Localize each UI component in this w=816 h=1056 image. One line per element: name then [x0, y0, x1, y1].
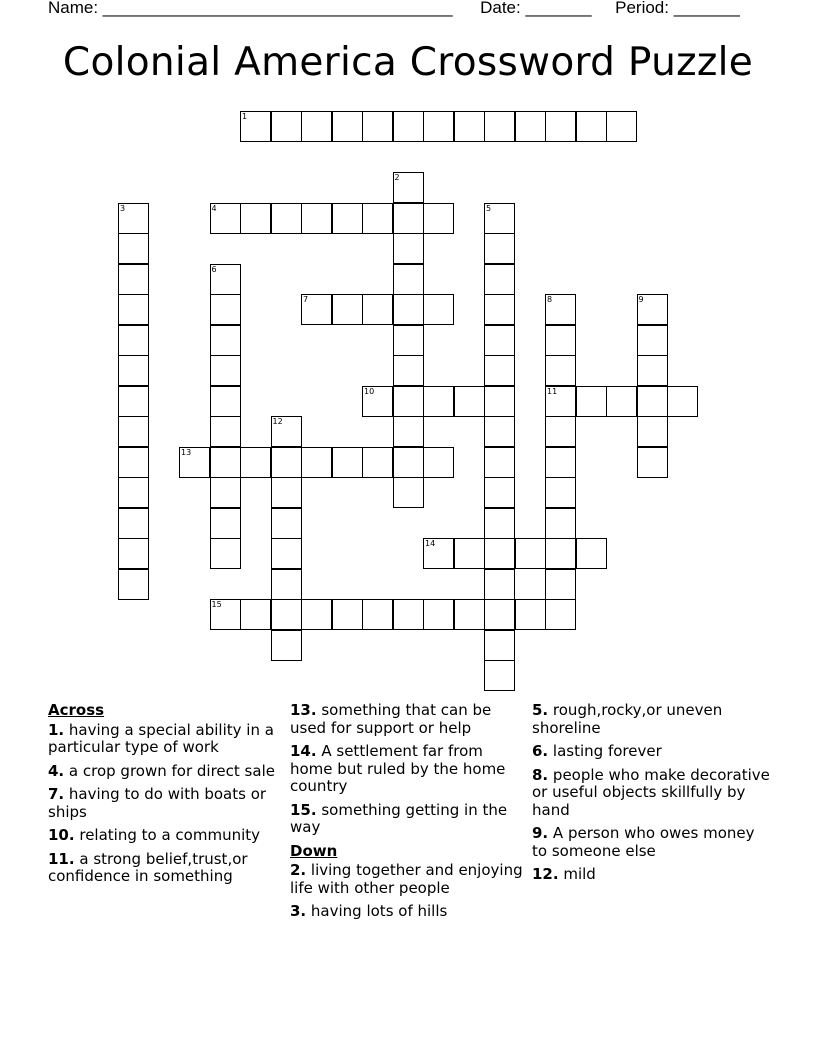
grid-cell[interactable] [271, 569, 302, 600]
grid-cell[interactable] [393, 111, 424, 142]
clue-down-5 [532, 702, 772, 737]
grid-cell[interactable] [484, 599, 515, 630]
clues-column-3 [532, 702, 772, 890]
grid-cell[interactable] [393, 325, 424, 356]
grid-cell[interactable] [271, 477, 302, 508]
grid-cell[interactable] [118, 447, 149, 478]
grid-cell[interactable] [332, 599, 363, 630]
cell-number: 15 [211, 600, 222, 609]
grid-cell[interactable] [301, 203, 332, 234]
grid-cell[interactable] [484, 630, 515, 661]
grid-cell[interactable] [423, 599, 454, 630]
clue-across-15 [290, 802, 530, 837]
clue-across-7 [48, 786, 283, 821]
grid-cell[interactable] [118, 569, 149, 600]
grid-cell[interactable] [271, 508, 302, 539]
grid-cell[interactable] [545, 508, 576, 539]
clue-number: 14. [290, 742, 317, 760]
grid-cell[interactable] [454, 538, 485, 569]
grid-cell[interactable] [210, 508, 241, 539]
grid-cell[interactable] [484, 569, 515, 600]
grid-cell[interactable] [606, 111, 637, 142]
grid-cell[interactable] [423, 447, 454, 478]
grid-cell[interactable] [393, 355, 424, 386]
grid-cell[interactable] [240, 599, 271, 630]
grid-cell[interactable] [484, 264, 515, 295]
clue-text: having lots of hills [310, 902, 448, 920]
clue-text: having to do with boats or ships [48, 785, 267, 821]
clue-number: 8. [532, 765, 549, 784]
clue-down-8 [532, 767, 772, 820]
grid-cell[interactable] [545, 355, 576, 386]
grid-cell[interactable] [423, 294, 454, 325]
cell-number: 1 [242, 112, 248, 121]
grid-cell[interactable] [210, 538, 241, 569]
grid-cell[interactable] [240, 447, 271, 478]
grid-cell[interactable] [454, 599, 485, 630]
grid-cell[interactable] [118, 386, 149, 417]
grid-cell[interactable] [393, 264, 424, 295]
clue-number: 9. [532, 824, 549, 842]
grid-cell[interactable] [210, 386, 241, 417]
date-field[interactable]: Date: _______ [480, 0, 592, 17]
grid-cell[interactable] [301, 599, 332, 630]
cell-number: 2 [394, 173, 400, 182]
page-title: Colonial America Crossword Puzzle [62, 40, 754, 85]
grid-cell[interactable] [271, 630, 302, 661]
grid-cell[interactable] [484, 233, 515, 264]
clue-number: 4. [48, 761, 65, 780]
clues-column-2 [290, 702, 530, 927]
across-heading: Across [48, 701, 105, 719]
clue-number: 10. [48, 826, 75, 844]
grid-cell[interactable] [545, 477, 576, 508]
grid-cell[interactable] [454, 386, 485, 417]
grid-cell[interactable] [576, 386, 607, 417]
clue-number: 12. [532, 865, 559, 883]
grid-cell[interactable] [484, 447, 515, 478]
grid-cell[interactable] [271, 111, 302, 142]
clue-across-1 [48, 722, 283, 757]
clue-number: 1. [48, 720, 65, 739]
grid-cell[interactable] [667, 386, 698, 417]
clue-text: a strong belief,trust,or confidence in something [48, 849, 248, 885]
grid-cell[interactable] [332, 294, 363, 325]
grid-cell[interactable] [210, 355, 241, 386]
grid-cell[interactable] [301, 447, 332, 478]
grid-cell[interactable] [332, 447, 363, 478]
grid-cell[interactable] [271, 203, 302, 234]
grid-cell[interactable] [332, 203, 363, 234]
grid-cell[interactable] [545, 111, 576, 142]
grid-cell[interactable] [393, 203, 424, 234]
grid-cell[interactable] [118, 355, 149, 386]
clue-number: 15. [290, 800, 317, 819]
grid-cell[interactable] [393, 416, 424, 447]
grid-cell[interactable] [362, 111, 393, 142]
grid-cell[interactable] [210, 447, 241, 478]
grid-cell[interactable] [393, 294, 424, 325]
clue-number: 2. [290, 861, 307, 879]
clue-across-13 [290, 702, 530, 737]
cell-number: 14 [425, 539, 436, 548]
cell-number: 9 [638, 295, 644, 304]
cell-number: 11 [547, 386, 558, 396]
grid-cell[interactable] [545, 416, 576, 447]
grid-cell[interactable] [637, 447, 668, 478]
cell-number: 6 [211, 264, 217, 274]
grid-cell[interactable] [484, 355, 515, 386]
grid-cell[interactable] [210, 477, 241, 508]
clue-number: 3. [290, 902, 307, 920]
grid-cell[interactable] [637, 325, 668, 356]
clue-across-10 [48, 827, 283, 845]
grid-cell[interactable] [545, 538, 576, 569]
clue-text: mild [563, 865, 596, 883]
grid-cell[interactable] [606, 386, 637, 417]
grid-cell[interactable] [118, 325, 149, 356]
clue-text: something that can be used for support or help [290, 701, 492, 737]
grid-cell[interactable] [484, 416, 515, 447]
grid-cell[interactable] [423, 386, 454, 417]
grid-cell[interactable] [484, 111, 515, 142]
cell-number: 5 [486, 203, 492, 213]
name-field[interactable]: Name: _____________________________________ [48, 0, 453, 17]
grid-cell[interactable] [515, 111, 546, 142]
grid-cell[interactable] [393, 599, 424, 630]
grid-cell[interactable] [118, 264, 149, 295]
clue-across-11 [48, 851, 283, 886]
grid-cell[interactable] [362, 599, 393, 630]
cell-number: 13 [181, 447, 192, 457]
cell-number: 12 [272, 417, 283, 426]
grid-cell[interactable] [393, 233, 424, 264]
period-field[interactable]: Period: _______ [615, 0, 740, 17]
clue-text: relating to a community [79, 826, 261, 844]
grid-cell[interactable] [545, 447, 576, 478]
grid-cell[interactable] [423, 203, 454, 234]
grid-cell[interactable] [393, 386, 424, 417]
clue-down-9 [532, 825, 772, 860]
clue-text: something getting in the way [290, 800, 508, 836]
grid-cell[interactable] [423, 111, 454, 142]
clue-text: people who make decorative or useful objects skillfully by hand [532, 765, 770, 819]
clue-number: 7. [48, 785, 65, 803]
grid-cell[interactable] [576, 538, 607, 569]
grid-cell[interactable] [484, 294, 515, 325]
clue-number: 6. [532, 742, 549, 760]
grid-cell[interactable] [484, 325, 515, 356]
grid-cell[interactable] [393, 447, 424, 478]
grid-cell[interactable] [118, 294, 149, 325]
cell-number: 4 [211, 203, 217, 213]
grid-cell[interactable] [637, 355, 668, 386]
clue-across-4 [48, 763, 283, 781]
grid-cell[interactable] [210, 325, 241, 356]
clue-across-14 [290, 743, 530, 796]
grid-cell[interactable] [301, 111, 332, 142]
grid-cell[interactable] [362, 203, 393, 234]
grid-cell[interactable] [454, 111, 485, 142]
grid-cell[interactable] [484, 477, 515, 508]
clue-text: living together and enjoying life with other people [290, 861, 523, 897]
grid-cell[interactable] [118, 508, 149, 539]
grid-cell[interactable] [484, 660, 515, 691]
grid-cell[interactable] [545, 599, 576, 630]
grid-cell[interactable] [484, 538, 515, 569]
grid-cell[interactable] [118, 477, 149, 508]
grid-cell[interactable] [362, 447, 393, 478]
clue-number: 11. [48, 849, 75, 868]
grid-cell[interactable] [118, 416, 149, 447]
clue-number: 5. [532, 701, 549, 719]
grid-cell[interactable] [118, 233, 149, 264]
grid-cell[interactable] [545, 325, 576, 356]
cell-number: 10 [364, 386, 375, 396]
clue-text: A person who owes money to someone else [532, 824, 755, 860]
grid-cell[interactable] [515, 538, 546, 569]
clue-down-12 [532, 866, 772, 884]
grid-cell[interactable] [210, 294, 241, 325]
grid-cell[interactable] [637, 416, 668, 447]
grid-cell[interactable] [240, 203, 271, 234]
grid-cell[interactable] [637, 386, 668, 417]
grid-cell[interactable] [515, 599, 546, 630]
grid-cell[interactable] [332, 111, 363, 142]
grid-cell[interactable] [271, 447, 302, 478]
cell-number: 3 [120, 203, 126, 213]
cell-number: 8 [547, 295, 553, 304]
clue-text: rough,rocky,or uneven shoreline [532, 701, 723, 737]
grid-cell[interactable] [393, 477, 424, 508]
clue-text: having a special ability in a particular type of work [48, 720, 274, 756]
grid-cell[interactable] [271, 538, 302, 569]
grid-cell[interactable] [362, 294, 393, 325]
clue-down-2 [290, 862, 530, 897]
clue-number: 13. [290, 701, 317, 719]
clue-text: A settlement far from home but ruled by the home country [290, 742, 506, 795]
grid-cell[interactable] [484, 386, 515, 417]
clue-down-3 [290, 903, 530, 921]
grid-cell[interactable] [118, 538, 149, 569]
clue-text: lasting forever [552, 742, 662, 760]
grid-cell[interactable] [484, 508, 515, 539]
down-heading: Down [290, 841, 338, 860]
clues-column-1 [48, 702, 283, 892]
cell-number: 7 [303, 295, 309, 304]
clue-down-6 [532, 743, 772, 761]
clue-text: a crop grown for direct sale [68, 761, 275, 780]
grid-cell[interactable] [271, 599, 302, 630]
grid-cell[interactable] [545, 569, 576, 600]
grid-cell[interactable] [576, 111, 607, 142]
grid-cell[interactable] [210, 416, 241, 447]
